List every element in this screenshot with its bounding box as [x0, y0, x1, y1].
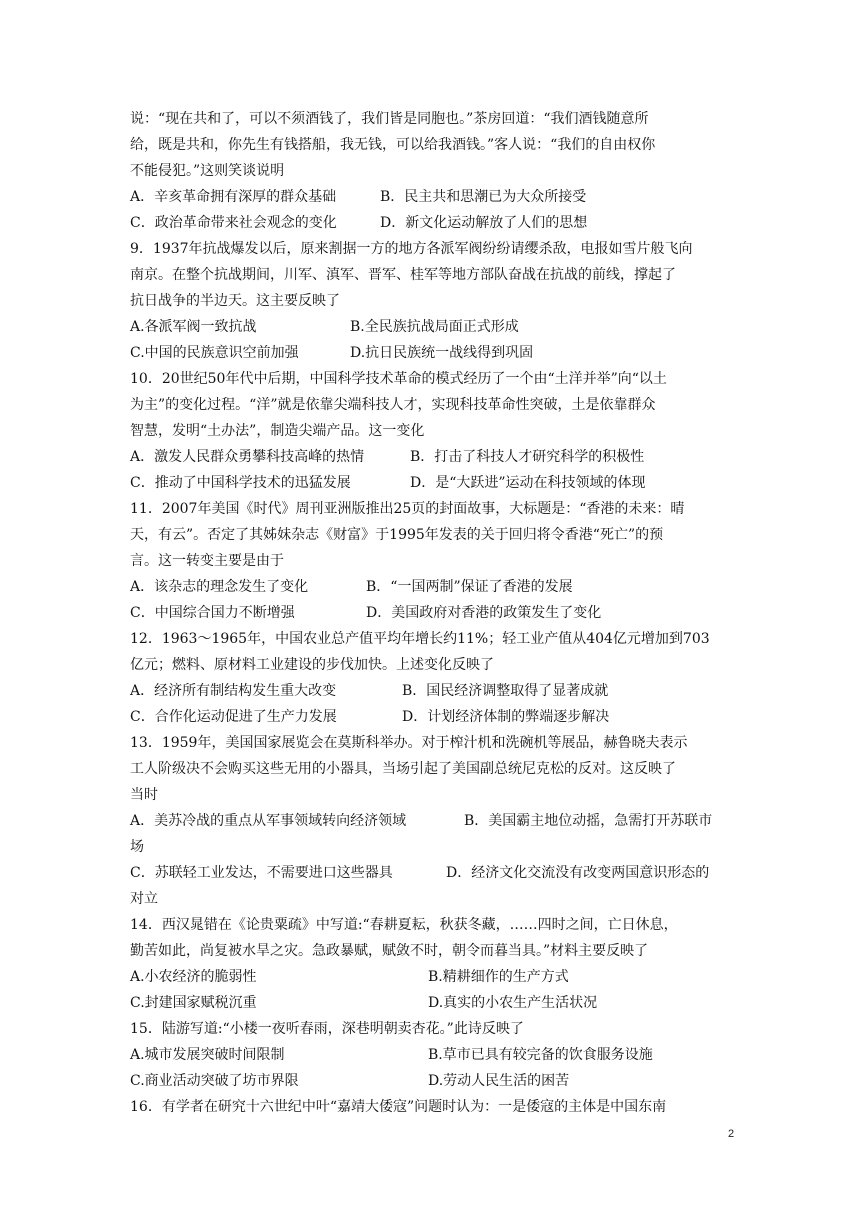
- answer-option: B.全民族抗战局面正式形成: [350, 319, 519, 335]
- text-line: 15．陆游写道:“小楼一夜听春雨，深巷明朝卖杏花。”此诗反映了: [130, 1021, 524, 1037]
- text-line: 智慧，发明“土办法”，制造尖端产品。这一变化: [130, 423, 425, 439]
- answer-option: B.草市已具有较完备的饮食服务设施: [428, 1047, 653, 1063]
- option-row: [130, 678, 730, 704]
- answer-option: A．经济所有制结构发生重大改变: [130, 683, 337, 699]
- answer-option: A．辛亥革命拥有深厚的群众基础: [130, 189, 337, 205]
- option-row: [130, 860, 730, 886]
- answer-option: A.小农经济的脆弱性: [130, 969, 257, 985]
- text-line: 言。这一转变主要是由于: [130, 553, 284, 569]
- option-row: [130, 574, 730, 600]
- text-line: 为主”的变化过程。“洋”就是依靠尖端科技人才，实现科技革命性突破，土是依靠群众: [130, 397, 656, 413]
- answer-option: B．美国霸主地位动摇，急需打开苏联市: [464, 813, 713, 829]
- option-row: [130, 808, 730, 834]
- text-line: 13．1959年，美国国家展览会在莫斯科举办。对于榨汁机和洗碗机等展品，赫鲁晓夫表示: [130, 735, 688, 751]
- option-row: [130, 600, 730, 626]
- answer-option: D．新文化运动解放了人们的思想: [380, 215, 588, 231]
- option-row: [130, 964, 730, 990]
- answer-option: D．是“大跃进”运动在科技领域的体现: [410, 475, 646, 491]
- answer-option: B．国民经济调整取得了显著成就: [402, 683, 609, 699]
- answer-option: A．激发人民群众勇攀科技高峰的热情: [130, 449, 365, 465]
- text-line: 场: [130, 839, 144, 855]
- text-line: 天，有云”。否定了其姊妹杂志《财富》于1995年发表的关于回归将令香港“死亡”的预: [130, 527, 664, 543]
- text-line: 抗日战争的半边天。这主要反映了: [130, 293, 340, 309]
- answer-option: C.封建国家赋税沉重: [130, 995, 257, 1011]
- option-row: [130, 444, 730, 470]
- answer-option: B.精耕细作的生产方式: [428, 969, 569, 985]
- answer-option: A．该杂志的理念发生了变化: [130, 579, 309, 595]
- text-line: 南京。在整个抗战期间，川军、滇军、晋军、桂军等地方部队奋战在抗战的前线，撑起了: [130, 267, 676, 283]
- answer-option: D.抗日民族统一战线得到巩固: [350, 345, 534, 361]
- answer-option: A.城市发展突破时间限制: [130, 1047, 285, 1063]
- answer-option: A．美苏冷战的重点从军事领域转向经济领域: [130, 813, 407, 829]
- option-row: [130, 210, 730, 236]
- page-content: [130, 106, 730, 1120]
- answer-option: C．苏联轻工业发达，不需要进口这些器具: [130, 865, 393, 881]
- text-line: 说：“现在共和了，可以不须酒钱了，我们皆是同胞也。”茶房回道：“我们酒钱随意所: [130, 111, 649, 127]
- answer-option: C．政治革命带来社会观念的变化: [130, 215, 337, 231]
- answer-option: B．打击了科技人才研究科学的积极性: [410, 449, 645, 465]
- answer-option: B．“一国两制”保证了香港的发展: [366, 579, 573, 595]
- answer-option: A.各派军阀一致抗战: [130, 319, 257, 335]
- text-line: 给，既是共和，你先生有钱搭船，我无钱，可以给我酒钱。”客人说：“我们的自由权你: [130, 137, 656, 153]
- text-line: 工人阶级决不会购买这些无用的小器具，当场引起了美国副总统尼克松的反对。这反映了: [130, 761, 676, 777]
- answer-option: B．民主共和思潮已为大众所接受: [380, 189, 587, 205]
- option-row: [130, 470, 730, 496]
- text-line: 16．有学者在研究十六世纪中叶“嘉靖大倭寇”问题时认为：一是倭寇的主体是中国东南: [130, 1099, 667, 1115]
- option-row: [130, 1042, 730, 1068]
- page-number: 2: [728, 1128, 735, 1140]
- text-line: 当时: [130, 787, 158, 803]
- answer-option: C.商业活动突破了坊市界限: [130, 1073, 299, 1089]
- text-line: 12．1963～1965年，中国农业总产值平均年增长约11%；轻工业产值从404亿元增加到703: [130, 631, 710, 647]
- answer-option: C．推动了中国科学技术的迅猛发展: [130, 475, 351, 491]
- answer-option: C．合作化运动促进了生产力发展: [130, 709, 337, 725]
- answer-option: D.真实的小农生产生活状况: [428, 995, 598, 1011]
- text-line: 对立: [130, 891, 158, 907]
- option-row: [130, 184, 730, 210]
- text-line: 10．20世纪50年代中后期，中国科学技术革命的模式经历了一个由“土洋并举”向“以土: [130, 371, 667, 387]
- option-row: [130, 704, 730, 730]
- option-row: [130, 1068, 730, 1094]
- answer-option: D．经济文化交流没有改变两国意识形态的: [446, 865, 710, 881]
- option-row: [130, 314, 730, 340]
- text-line: 勤苦如此，尚复被水旱之灾。急政暴赋，赋敛不时，朝令而暮当具。”材料主要反映了: [130, 943, 649, 959]
- answer-option: D.劳动人民生活的困苦: [428, 1073, 570, 1089]
- option-row: [130, 340, 730, 366]
- answer-option: D．计划经济体制的弊端逐步解决: [402, 709, 610, 725]
- text-line: 11．2007年美国《时代》周刊亚洲版推出25页的封面故事，大标题是：“香港的未来：晴: [130, 501, 685, 517]
- answer-option: D．美国政府对香港的政策发生了变化: [366, 605, 602, 621]
- text-line: 亿元；燃料、原材料工业建设的步伐加快。上述变化反映了: [130, 657, 494, 673]
- option-row: [130, 990, 730, 1016]
- text-line: 9．1937年抗战爆发以后，原来割据一方的地方各派军阀纷纷请缨杀敌，电报如雪片般飞向: [130, 241, 693, 257]
- answer-option: C.中国的民族意识空前加强: [130, 345, 299, 361]
- answer-option: C．中国综合国力不断增强: [130, 605, 295, 621]
- text-line: 不能侵犯。”这则笑谈说明: [130, 163, 285, 179]
- text-line: 14．西汉晁错在《论贵粟疏》中写道:“春耕夏耘，秋获冬藏，……四时之间，亡日休息，: [130, 917, 678, 933]
